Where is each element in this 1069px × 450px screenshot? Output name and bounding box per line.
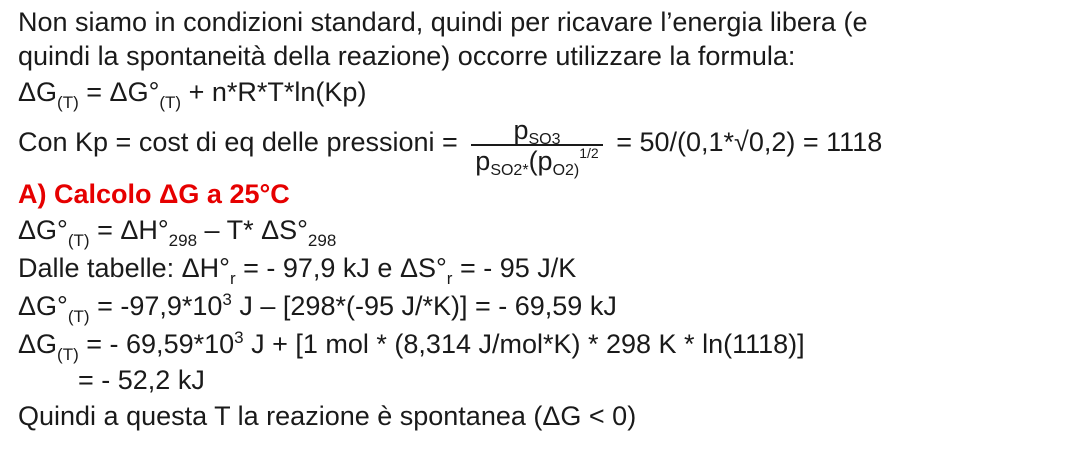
subscript-298: 298 <box>307 231 337 250</box>
delta-g-symbol: ΔG <box>18 329 58 359</box>
equals-delta-h: = ΔH° <box>89 215 169 245</box>
general-formula <box>18 76 367 112</box>
subscript-r: r <box>446 269 453 288</box>
subscript-t: (T) <box>67 307 90 326</box>
intro-line-2-text: quindi la spontaneità della reazione) occorre utilizzare la formula: <box>18 41 796 71</box>
subscript-r: r <box>229 269 236 288</box>
den-subscript-1: SO2* <box>490 161 529 179</box>
table-values <box>18 252 577 288</box>
tables-prefix: Dalle tabelle: ΔH° <box>18 253 230 283</box>
dg0-definition <box>18 214 337 250</box>
den-p: p <box>475 145 491 176</box>
dg-calculation <box>18 328 805 364</box>
subscript-t: (T) <box>57 345 79 364</box>
den-subscript-2: O2) <box>552 161 580 179</box>
section-a-title-text: A) Calcolo ΔG a 25°C <box>18 179 290 209</box>
den-superscript: 1/2 <box>579 144 599 161</box>
subscript-t: (T) <box>67 231 90 250</box>
num-p: p <box>513 114 529 145</box>
den-mid: (p <box>528 145 553 176</box>
dg-result <box>18 364 205 396</box>
delta-g0-symbol: ΔG° <box>18 215 68 245</box>
kp-result: = 50/(0,1*√0,2) = 1118 <box>608 127 883 157</box>
dg0-calc-part1: = -97,9*10 <box>89 291 223 321</box>
delta-g-symbol: ΔG <box>18 77 58 107</box>
subscript-t: (T) <box>57 93 79 112</box>
dg0-calculation <box>18 290 617 326</box>
equals-sign: = <box>78 77 110 107</box>
kp-line <box>18 112 883 179</box>
kp-prefix: Con Kp = cost di eq delle pressioni = <box>18 127 466 157</box>
intro-line-2 <box>18 40 795 72</box>
conclusion <box>18 400 636 432</box>
dg-calc-part2: J + [1 mol * (8,314 J/mol*K) * 298 K * ln(1118)] <box>243 329 805 359</box>
intro-line-1-text: Non siamo in condizioni standard, quindi per ricavare l’energia libera (e <box>18 7 868 37</box>
kp-denominator <box>471 144 602 179</box>
superscript-3: 3 <box>222 290 232 309</box>
kp-fraction <box>471 114 602 179</box>
superscript-3: 3 <box>234 328 244 347</box>
delta-g0-symbol: ΔG° <box>109 77 160 107</box>
minus-t-delta-s: – T* ΔS° <box>197 215 308 245</box>
delta-g0-symbol: ΔG° <box>18 291 68 321</box>
section-a-title <box>18 178 290 210</box>
dg0-calc-part2: J – [298*(-95 J/*K)] = - 69,59 kJ <box>231 291 617 321</box>
dg-calc-part1: = - 69,59*10 <box>78 329 235 359</box>
tables-mid: = - 97,9 kJ e ΔS° <box>235 253 447 283</box>
subscript-298: 298 <box>168 231 198 250</box>
num-subscript: SO3 <box>528 130 561 148</box>
conclusion-text: Quindi a questa T la reazione è spontanea (ΔG < 0) <box>18 401 637 431</box>
intro-line-1 <box>18 6 867 38</box>
dg-result-text: = - 52,2 kJ <box>78 365 205 395</box>
subscript-t: (T) <box>159 93 182 112</box>
tables-suffix: = - 95 J/K <box>452 253 577 283</box>
kp-numerator <box>471 114 602 148</box>
formula-rest: + n*R*T*ln(Kp) <box>181 77 367 107</box>
